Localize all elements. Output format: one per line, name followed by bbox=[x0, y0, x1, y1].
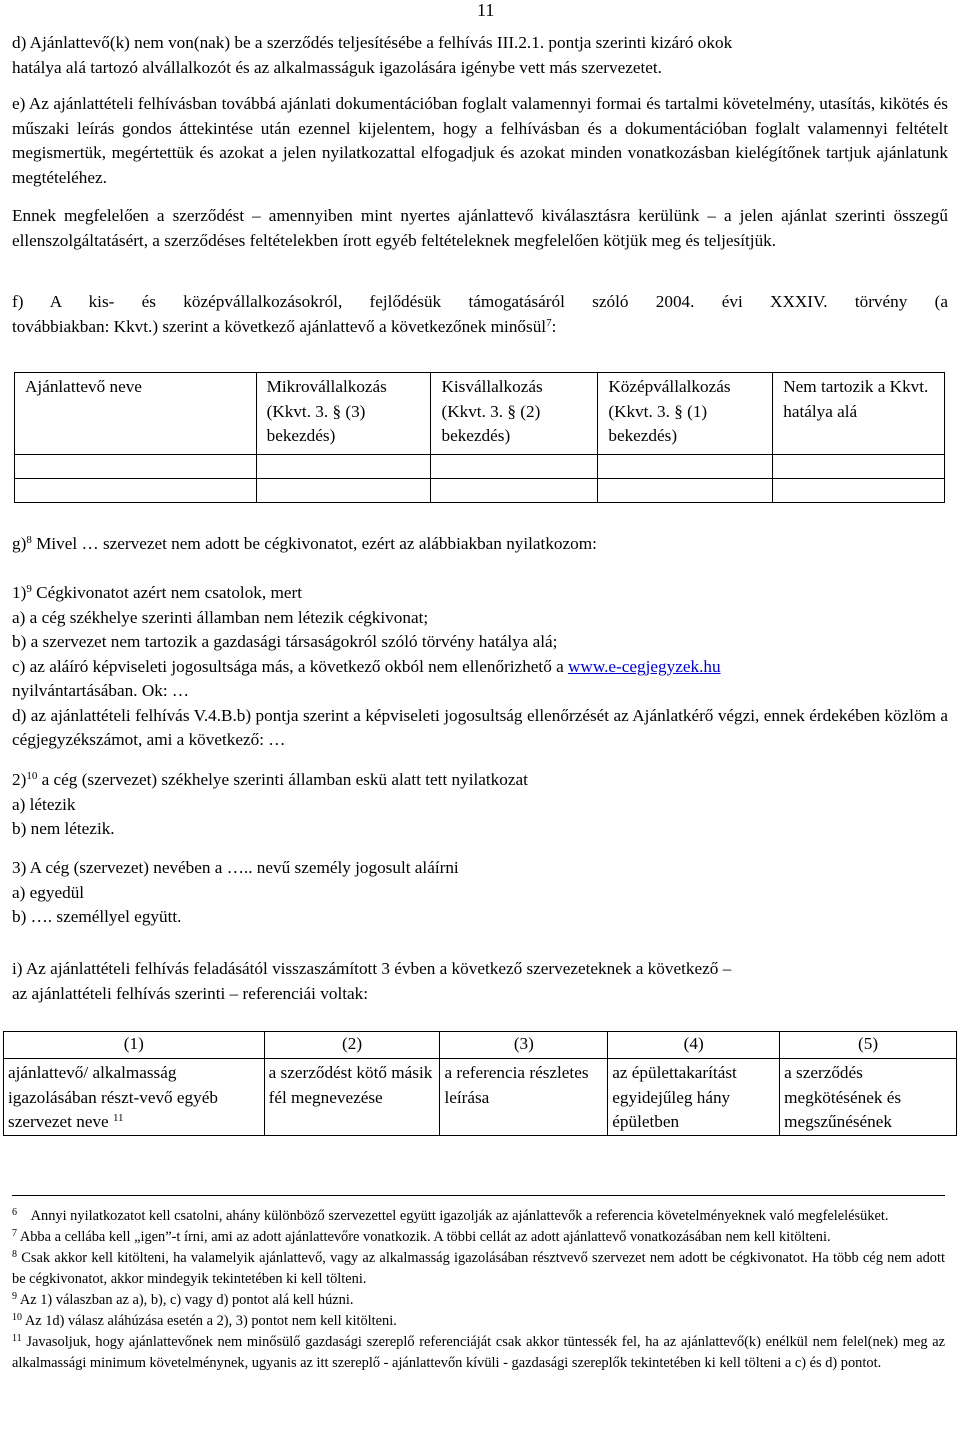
footnotes bbox=[12, 1206, 945, 1374]
table-cell[interactable] bbox=[256, 455, 431, 479]
section-e: e) Az ajánlattételi felhívásban továbbá ajánlati dokumentációban foglalt valamennyi formai és tartalmi követelmény, utasítás, kikötés és műszaki leírás gondos áttekintése után ezennel kijelentem, hogy a felhívásban és a dokumentációban foglalt valamennyi feltételt megismertük, megértettük és azokat a jelen nyilatkozattal elfogadjuk és azokat minden vonatkozásban kielégítőnek tartjuk ajánlatunk megtételéhez. bbox=[12, 94, 948, 187]
g1-prefix: 1) bbox=[12, 583, 27, 602]
table-header-row bbox=[15, 373, 945, 455]
section-f bbox=[12, 290, 948, 339]
footnote-8-text: Csak akkor kell kitölteni, ha valamelyik ajánlattevő, vagy az alkalmasság igazolásában résztvevő szervezet nem adott be cégkivonatot. Ha több cég nem adott be cégkivonatot, akkor mindegyik tekintetében ki kell tölteni. bbox=[12, 1250, 945, 1287]
footnote-9-number: 9 bbox=[12, 1291, 17, 1302]
section-d bbox=[12, 31, 948, 80]
g1-option-c bbox=[12, 655, 948, 680]
header-mikrovallalkozas: Mikrovállalkozás (Kkvt. 3. § (3) bekezdés) bbox=[256, 373, 431, 455]
footnote-7-text: Abba a cellába kell „igen”-t írni, ami az adott ajánlattevőre vonatkozik. A többi cellát az adott ajánlattevő vonatkozásában nem kell kitölteni. bbox=[19, 1229, 831, 1245]
reference-table-number-row bbox=[4, 1032, 957, 1059]
table-cell[interactable] bbox=[256, 479, 431, 503]
footnote-ref-11: 11 bbox=[112, 1112, 124, 1124]
section-f-text: továbbiakban: Kkvt.) szerint a következő ajánlattevő a következőnek minősül bbox=[12, 316, 547, 336]
header-ajanlattevo-neve: Ajánlattevő neve bbox=[15, 373, 257, 455]
table-cell[interactable] bbox=[431, 479, 598, 503]
g2-heading-text: a cég (szervezet) székhelye szerinti államban eskü alatt tett nyilatkozat bbox=[37, 770, 528, 789]
col-number-5: (5) bbox=[780, 1032, 957, 1059]
table-cell[interactable] bbox=[598, 455, 773, 479]
footnote-6-text: Annyi nyilatkozatot kell csatolni, ahány különböző szervezettel együtt igazolják az ajánlattevők a referencia követelményeknek való megfelelésüket. bbox=[30, 1208, 889, 1224]
section-g-text: Mivel … szervezet nem adott be cégkivonatot, ezért az alábbiakban nyilatkozom: bbox=[31, 534, 597, 553]
footnote-11 bbox=[12, 1332, 945, 1374]
header-nem-tartozik: Nem tartozik a Kkvt. hatálya alá bbox=[773, 373, 945, 455]
header-kisvallalkozas: Kisvállalkozás (Kkvt. 3. § (2) bekezdés) bbox=[431, 373, 598, 455]
section-g3 bbox=[12, 856, 948, 930]
g2-prefix: 2) bbox=[12, 770, 27, 789]
section-g bbox=[12, 532, 948, 557]
footnote-8-number: 8 bbox=[12, 1249, 17, 1260]
col-header-4: az épülettakarítást egyidejűleg hány épületben bbox=[608, 1059, 780, 1136]
footnote-9 bbox=[12, 1290, 945, 1311]
col-header-3: a referencia részletes leírása bbox=[440, 1059, 608, 1136]
section-g1 bbox=[12, 581, 948, 753]
col-header-1-text: ajánlattevő/ alkalmasság igazolásában részt-vevő egyéb szervezet neve bbox=[8, 1063, 218, 1131]
section-g2 bbox=[12, 768, 948, 842]
footnote-ref-8: 8 bbox=[26, 534, 32, 546]
footnote-9-text: Az 1) válaszban az a), b), c) vagy d) pontot alá kell húzni. bbox=[19, 1292, 354, 1308]
sme-classification-table bbox=[14, 372, 945, 503]
footnote-11-text: Javasoljuk, hogy ajánlattevőnek nem minősülő gazdasági szereplő referenciáját csak akkor tüntessék fel, ha az ajánlattevő(k) enélkül nem felel(nek) meg az alkalmassági minimum követelménynek, ugyanis az itt szereplő - ajánlattevőn kívüli - gazdasági szereplők tekintetében ki kell tölteni a c) és d) pontot. bbox=[12, 1334, 945, 1371]
table-cell[interactable] bbox=[15, 479, 257, 503]
table-cell[interactable] bbox=[431, 455, 598, 479]
g1-option-a: a) a cég székhelye szerinti államban nem létezik cégkivonat; bbox=[12, 607, 429, 627]
col-number-1: (1) bbox=[4, 1032, 265, 1059]
col-header-2: a szerződést kötő másik fél megnevezése bbox=[264, 1059, 440, 1136]
section-f-line-2 bbox=[12, 315, 948, 340]
footnote-ref-9: 9 bbox=[26, 583, 32, 595]
table-cell[interactable] bbox=[773, 455, 945, 479]
g1-option-c-text: c) az aláíró képviseleti jogosultsága más, a következő okból nem ellenőrizhető a bbox=[12, 656, 569, 676]
footnote-8 bbox=[12, 1248, 945, 1290]
g3-option-b: b) …. személlyel együtt. bbox=[12, 907, 182, 926]
reference-table-header-row bbox=[4, 1059, 957, 1136]
footnote-separator bbox=[12, 1195, 945, 1196]
g3-heading: 3) A cég (szervezet) nevében a ….. nevű személy jogosult aláírni bbox=[12, 858, 459, 877]
section-i-line-2: az ajánlattételi felhívás szerinti – referenciái voltak: bbox=[12, 983, 368, 1003]
cegjegyzek-link[interactable]: www.e-cegjegyzek.hu bbox=[568, 656, 721, 676]
footnote-ref-10: 10 bbox=[26, 770, 38, 782]
g2-option-a: a) létezik bbox=[12, 794, 76, 814]
col-header-5: a szerződés megkötésének és megszűnésének bbox=[780, 1059, 957, 1136]
g3-option-a: a) egyedül bbox=[12, 882, 85, 902]
g1-option-c-cont: nyilvántartásában. Ok: … bbox=[12, 681, 190, 700]
footnote-6-number: 6 bbox=[12, 1207, 17, 1218]
footnote-10-text: Az 1d) válasz aláhúzása esetén a 2), 3) pontot nem kell kitölteni. bbox=[24, 1313, 397, 1329]
table-row bbox=[15, 479, 945, 503]
col-number-3: (3) bbox=[440, 1032, 608, 1059]
table-cell[interactable] bbox=[15, 455, 257, 479]
g1-heading bbox=[12, 581, 948, 606]
section-f-colon: : bbox=[551, 316, 557, 336]
footnote-7-number: 7 bbox=[12, 1228, 17, 1239]
g2-option-b: b) nem létezik. bbox=[12, 819, 115, 838]
section-d-line-2: hatálya alá tartozó alvállalkozót és az alkalmasságuk igazolására igénybe vett más szervezetet. bbox=[12, 57, 662, 77]
section-i-line-1: i) Az ajánlattételi felhívás feladásától visszaszámított 3 évben a következő szervezeteknek a következő – bbox=[12, 959, 732, 978]
table-cell[interactable] bbox=[598, 479, 773, 503]
section-i bbox=[12, 957, 948, 1006]
footnote-ref-7: 7 bbox=[546, 316, 552, 329]
col-number-4: (4) bbox=[608, 1032, 780, 1059]
section-g-prefix: g) bbox=[12, 534, 27, 553]
col-header-1 bbox=[4, 1059, 265, 1136]
page-number: 11 bbox=[477, 0, 495, 20]
footnote-10 bbox=[12, 1311, 945, 1332]
footnote-11-number: 11 bbox=[12, 1333, 22, 1344]
header-kozepvallalkozas: Középvállalkozás (Kkvt. 3. § (1) bekezdés) bbox=[598, 373, 773, 455]
g1-option-d: d) az ajánlattételi felhívás V.4.B.b) pontja szerint a képviseleti jogosultság ellenőrzését az Ajánlatkérő végzi, ennek érdekében közlöm a cégjegyzékszámot, ami a következő: … bbox=[12, 705, 948, 749]
section-d-line-1: d) Ajánlattevő(k) nem von(nak) be a szerződés teljesítésébe a felhívás III.2.1. pontja szerinti kizáró okok bbox=[12, 33, 733, 52]
table-cell[interactable] bbox=[773, 479, 945, 503]
document-page bbox=[8, 0, 948, 1440]
col-number-2: (2) bbox=[264, 1032, 440, 1059]
footnote-10-number: 10 bbox=[12, 1312, 22, 1323]
section-f-line-1: f) A kis- és középvállalkozásokról, fejlődésük támogatásáról szóló 2004. évi XXXIV. törvény (a bbox=[12, 292, 948, 311]
footnote-7 bbox=[12, 1227, 945, 1248]
g2-heading bbox=[12, 768, 948, 793]
footnote-6 bbox=[12, 1206, 945, 1227]
reference-table bbox=[3, 1031, 957, 1136]
g1-option-b: b) a szervezet nem tartozik a gazdasági társaságokról szóló törvény hatálya alá; bbox=[12, 632, 558, 651]
paragraph-ennek: Ennek megfelelően a szerződést – amennyiben mint nyertes ajánlattevő kiválasztásra kerülünk – a jelen ajánlat szerinti összegű ellenszolgáltatásért, a szerződéses feltételekben írott egyéb feltételeknek megfelelően kötjük meg és teljesítjük. bbox=[12, 206, 948, 250]
g1-heading-text: Cégkivonatot azért nem csatolok, mert bbox=[31, 583, 302, 602]
table-row bbox=[15, 455, 945, 479]
